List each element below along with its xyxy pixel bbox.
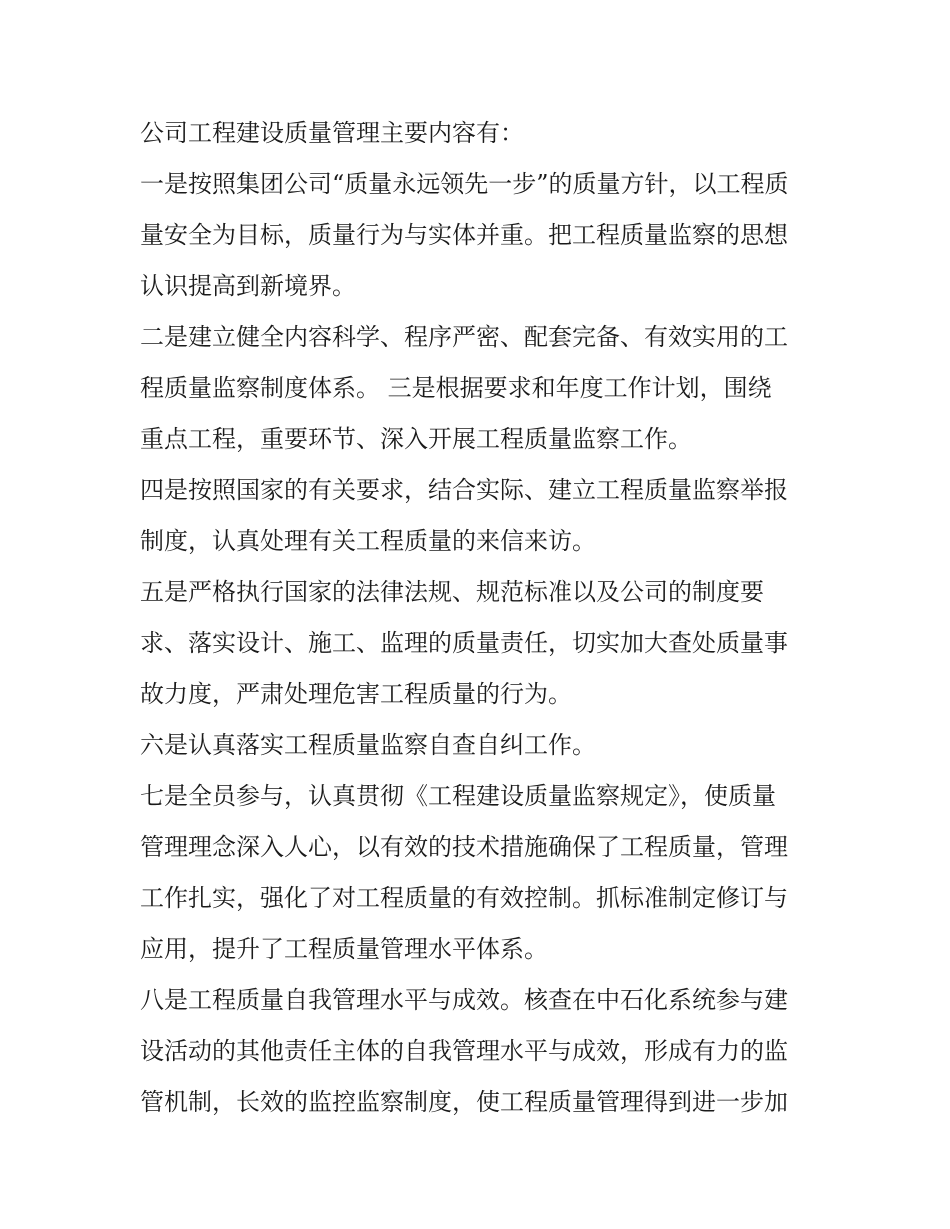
text-line: 重点工程，重要环节、深入开展工程质量监察工作。 — [140, 425, 692, 453]
text-line: 一是按照集团公司“质量永远领先一步”的质量方针，以工程质 — [140, 170, 789, 198]
text-line: 程质量监察制度体系。 三是根据要求和年度工作计划，围绕 — [140, 374, 772, 402]
text-line: 应用，提升了工程质量管理水平体系。 — [140, 935, 548, 963]
document-body — [140, 108, 830, 1128]
text-line: 管机制，长效的监控监察制度，使工程质量管理得到进一步加 — [140, 1088, 788, 1116]
text-line: 管理理念深入人心，以有效的技术措施确保了工程质量，管理 — [140, 833, 788, 861]
text-line: 量安全为目标，质量行为与实体并重。把工程质量监察的思想 — [140, 221, 788, 249]
text-line-heading: 公司工程建设质量管理主要内容有： — [140, 119, 524, 147]
text-line: 工作扎实，强化了对工程质量的有效控制。抓标准制定修订与 — [140, 884, 788, 912]
text-line: 认识提高到新境界。 — [140, 272, 356, 300]
text-line: 五是严格执行国家的法律法规、规范标准以及公司的制度要 — [140, 578, 764, 606]
text-line: 六是认真落实工程质量监察自查自纠工作。 — [140, 731, 596, 759]
text-line: 制度，认真处理有关工程质量的来信来访。 — [140, 527, 596, 555]
text-line: 八是工程质量自我管理水平与成效。核查在中石化系统参与建 — [140, 986, 788, 1014]
text-line: 四是按照国家的有关要求，结合实际、建立工程质量监察举报 — [140, 476, 788, 504]
text-line: 设活动的其他责任主体的自我管理水平与成效，形成有力的监 — [140, 1037, 788, 1065]
text-line: 七是全员参与，认真贯彻《工程建设质量监察规定》，使质量 — [140, 782, 776, 810]
text-line: 二是建立健全内容科学、程序严密、配套完备、有效实用的工 — [140, 323, 788, 351]
text-line: 故力度，严肃处理危害工程质量的行为。 — [140, 680, 572, 708]
text-line: 求、落实设计、施工、监理的质量责任，切实加大查处质量事 — [140, 629, 788, 657]
